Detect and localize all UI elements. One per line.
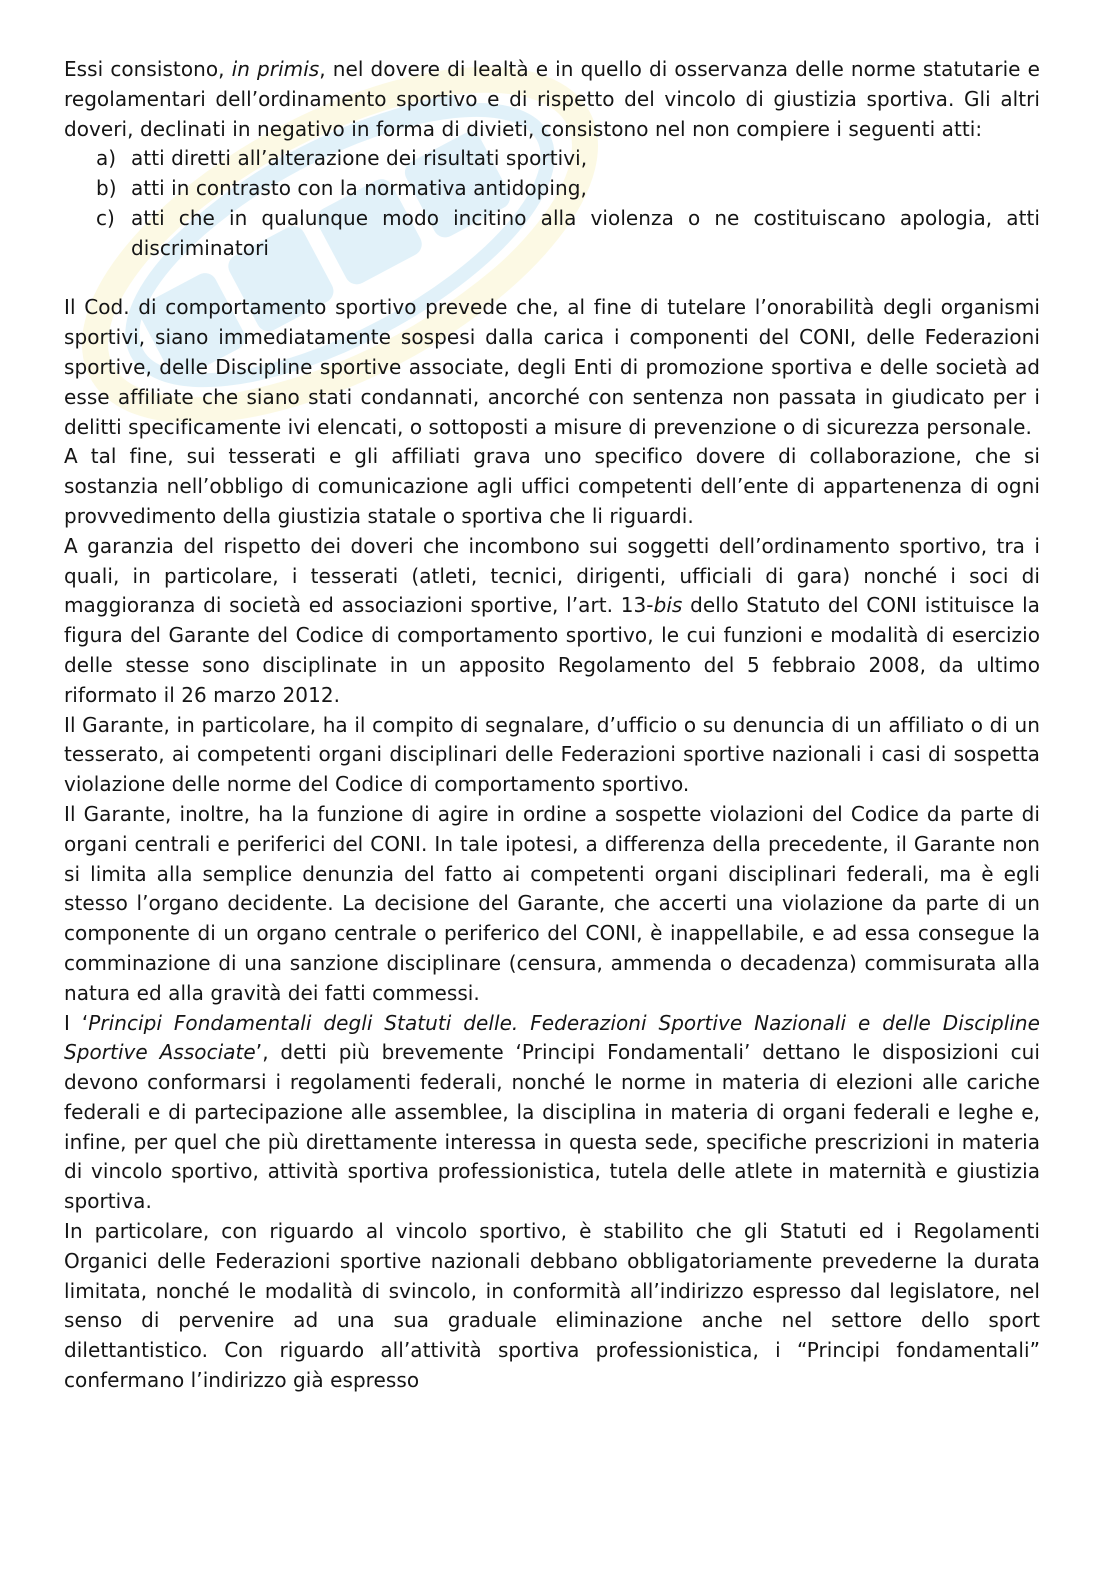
list-item-text: atti in contrasto con la normativa antidoping, (131, 176, 587, 201)
list-item (64, 144, 1040, 174)
list-item-marker: c) (96, 205, 115, 230)
text-run: Il Garante, in particolare, ha il compito di segnalare, d’ufficio o su denuncia di un affiliato o di un tesserato, ai competenti organi disciplinari delle Federazioni sportive nazionali i casi di sospetta violazione delle norme del Codice di comportamento sportivo. (64, 712, 1040, 797)
text-run: ’, detti più brevemente ‘Principi Fondamentali’ dettano le disposizioni cui devono conformarsi i regolamenti federali, nonché le norme in materia di elezioni alle cariche federali e di partecipazione alle assemblee, la disciplina in materia di organi federali e leghe e, infine, per quel che più direttamente interessa in questa sede, specifiche prescrizioni in materia di vincolo sportivo, attività sportiva professionistica, tutela delle atlete in maternità e giustizia sportiva. (64, 1040, 1040, 1214)
list-item (64, 204, 1040, 264)
text-run: In particolare, con riguardo al vincolo sportivo, è stabilito che gli Statuti ed i Regolamenti Organici delle Federazioni sportive nazionali debbano obbligatoriamente prevederne la durata limitata, nonché le modalità di svincolo, in conformità all’indirizzo espresso dal legislatore, nel senso di pervenire ad una sua graduale eliminazione anche nel settore dello sport dilettantistico. Con riguardo all’attività sportiva professionistica, i “Principi fondamentali” confermano l’indirizzo già espresso (64, 1219, 1040, 1393)
text-run: A tal fine, sui tesserati e gli affiliati grava uno specifico dovere di collaborazione, che si sostanzia nell’obbligo di comunicazione agli uffici competenti dell’ente di appartenenza di ogni provvedimento della giustizia statale o sportiva che li riguardi. (64, 444, 1040, 528)
body-paragraph (64, 442, 1040, 531)
body-paragraph (64, 1217, 1040, 1396)
text-run: Il Garante, inoltre, ha la funzione di agire in ordine a sospette violazioni del Codice da parte di organi centrali e periferici del CONI. In tale ipotesi, a differenza della precedente, il Garante non si limita alla semplice denunzia del fatto ai competenti organi disciplinari federali, ma è egli stesso l’organo decidente. La decisione del Garante, che accerti una violazione da parte di un componente di un organo centrale o periferico del CONI, è inappellabile, e ad essa consegue la comminazione di una sanzione disciplinare (censura, ammenda o decadenza) commisurata alla natura ed alla gravità dei fatti commessi. (64, 801, 1040, 1005)
document-body (64, 55, 1040, 1396)
body-paragraph (64, 532, 1040, 711)
list-item (64, 174, 1040, 204)
body-paragraph (64, 1009, 1040, 1218)
intro-paragraph (64, 55, 1040, 144)
text-run: Essi consistono, (64, 57, 232, 81)
list-item-marker: a) (96, 146, 117, 171)
text-run: , nel dovere di lealtà e in quello di osservanza delle norme statutarie e regolamentari dell’ordinamento sportivo e di rispetto del vincolo di giustizia sportiva. Gli altri doveri, declinati in negativo in forma di divieti, consistono nel non compiere i seguenti atti: (64, 57, 1040, 141)
list-item-marker: b) (96, 176, 117, 201)
prohibited-acts-list (64, 144, 1040, 263)
body-paragraphs (64, 293, 1040, 1395)
body-paragraph (64, 800, 1040, 1009)
text-run: A garanzia del rispetto dei doveri che incombono sui soggetti dell’ordinamento sportivo, tra i quali, in particolare, i tesserati (atleti, tecnici, dirigenti, ufficiali di gara) nonché i soci di maggioranza di società ed associazioni sportive, l’art. 13- (64, 533, 1040, 618)
italic-text-run: Principi Fondamentali degli Statuti delle. Federazioni Sportive Nazionali e delle Discipline Sportive Associate (64, 1010, 1041, 1065)
italic-text-run: bis (653, 593, 683, 618)
body-paragraph (64, 711, 1040, 800)
list-item-text: atti diretti all’alterazione dei risultati sportivi, (131, 146, 588, 171)
italic-text-run: in primis (231, 57, 320, 81)
text-run: I ‘ (64, 1010, 89, 1035)
list-item-text: atti che in qualunque modo incitino alla violenza o ne costituiscano apologia, atti discriminatori (131, 205, 1040, 260)
body-paragraph (64, 293, 1040, 442)
text-run: dello Statuto del CONI istituisce la figura del Garante del Codice di comportamento sportivo, le cui funzioni e modalità di esercizio delle stesse sono disciplinate in un apposito Regolamento del 5 febbraio 2008, da ultimo riformato il 26 marzo 2012. (64, 593, 1040, 707)
text-run: Il Cod. di comportamento sportivo prevede che, al fine di tutelare l’onorabilità degli organismi sportivi, siano immediatamente sospesi dalla carica i componenti del CONI, delle Federazioni sportive, delle Discipline sportive associate, degli Enti di promozione sportiva e delle società ad esse affiliate che siano stati condannati, ancorché con sentenza non passata in giudicato per i delitti specificamente ivi elencati, o sottoposti a misure di prevenzione o di sicurezza personale. (64, 295, 1040, 439)
